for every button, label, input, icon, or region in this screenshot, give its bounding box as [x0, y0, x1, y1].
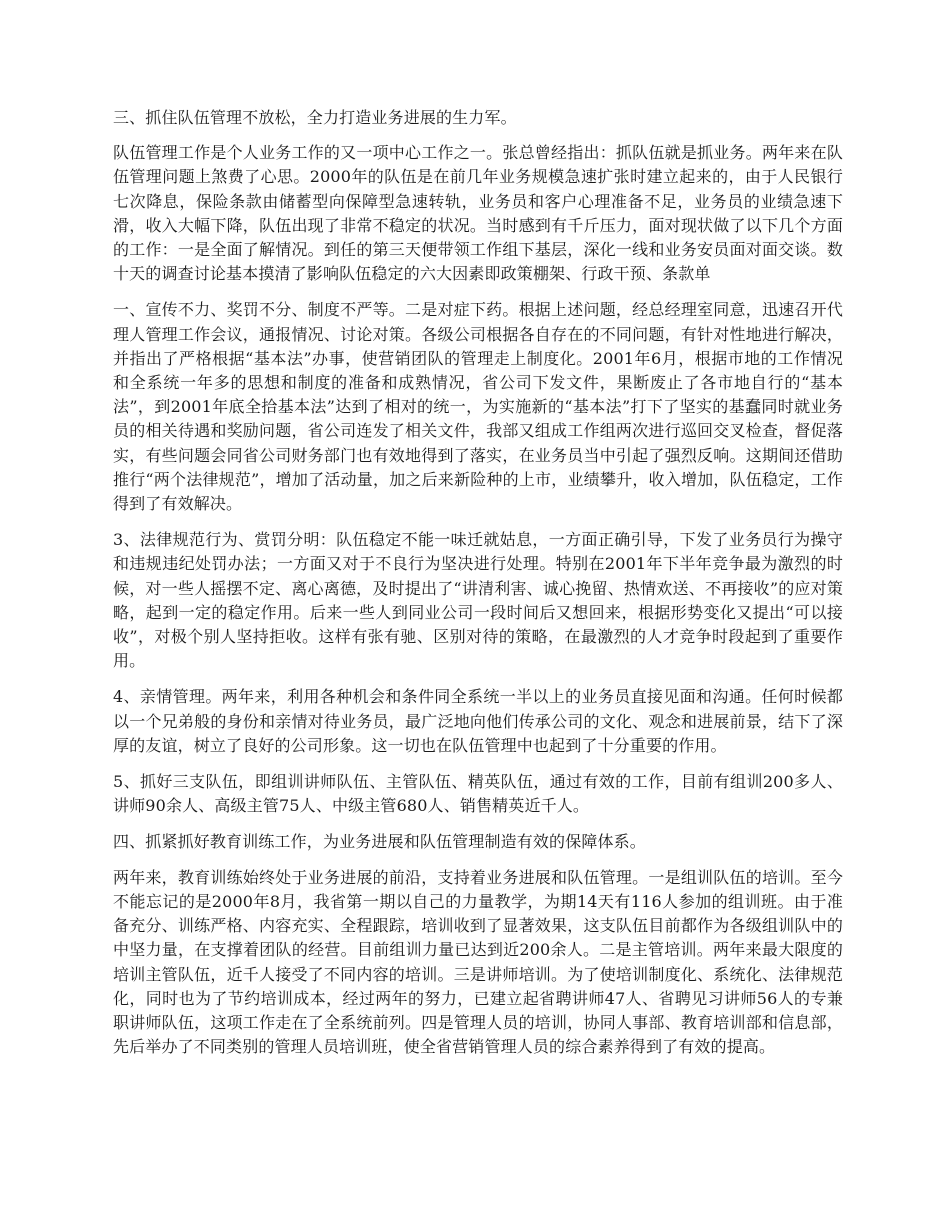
document-body [113, 106, 843, 1071]
section-heading-four: 四、抓紧抓好教育训练工作，为业务进展和队伍管理制造有效的保障体系。 [113, 832, 646, 852]
paragraph-team-management: 队伍管理工作是个人业务工作的又一项中心工作之一。张总曾经指出：抓队伍就是抓业务。两年来在队伍管理问题上煞费了心思。2000年的队伍是在前几年业务规模急速扩张时建立起来的，由于人民银行七次降息，保险条款由储蓄型向保障型急速转轨，业务员和客户心理准备不足，业务员的业绩急速下滑，收入大幅下降，队伍出现了非常不稳定的状况。当时感到有千斤压力，面对现状做了以下几个方面的工作：一是全面了解情况。到任的第三天便带领工作组下基层，深化一线和业务安员面对面交谈。数十天的调查讨论基本摸清了影响队伍稳定的六大因素即政策棚架、行政干预、条款单 [113, 143, 843, 284]
paragraph-rules-rewards: 3、法律规范行为、赏罚分明：队伍稳定不能一味迁就姑息，一方面正确引导，下发了业务员行为操守和违规违纪处罚办法；一方面又对于不良行为坚决进行处理。特别在2001年下半年竞争最为激烈的时候，对一些人摇摆不定、离心离德，及时提出了“讲清利害、诚心挽留、热情欢送、不再接收”的应对策略，起到一定的稳定作用。后来一些人到同业公司一段时间后又想回来，根据形势变化又提出“可以接收”，对极个别人坚持拒收。这样有张有驰、区别对待的策略，在最激烈的人才竞争时段起到了重要作用。 [113, 530, 843, 671]
section-heading-three: 三、抓住队伍管理不放松，全力打造业务进展的生力军。 [113, 108, 517, 127]
paragraph-three-teams: 5、抓好三支队伍，即组训讲师队伍、主管队伍、精英队伍，通过有效的工作，目前有组训200多人、讲师90余人、高级主管75人、中级主管680人、销售精英近千人。 [113, 772, 843, 816]
paragraph-family-management: 4、亲情管理。两年来，利用各种机会和条件同全系统一半以上的业务员直接见面和沟通。任何时候都以一个兄弟般的身份和亲情对待业务员，最广泛地向他们传承公司的文化、观念和进展前景，结下了深厚的友谊，树立了良好的公司形象。这一切也在队伍管理中也起到了十分重要的作用。 [113, 687, 843, 755]
paragraph-countermeasures: 一、宣传不力、奖罚不分、制度不严等。二是对症下药。根据上述问题，经总经理室同意，迅速召开代理人管理工作会议，通报情况、讨论对策。各级公司根据各自存在的不同问题，有针对性地进行解决，并指出了严格根据“基本法”办事，使营销团队的管理走上制度化。2001年6月，根据市地的工作情况和全系统一年多的思想和制度的准备和成熟情况，省公司下发文件，果断废止了各市地自行的“基本法”，到2001年底全拾基本法”达到了相对的统一，为实施新的“基本法”打下了坚实的基蠢同时就业务员的相关待遇和奖励问题，省公司连发了相关文件，我部又组成工作组两次进行巡回交叉检查，督促落实，有些问题会同省公司财务部门也有效地得到了落实，在业务员当中引起了强烈反响。这期间还借助推行“两个法律规范”，增加了活动量，加之后来新险种的上市，业绩攀升，收入增加，队伍稳定，工作得到了有效解决。 [113, 300, 843, 514]
paragraph-training: 两年来，教育训练始终处于业务进展的前沿，支持着业务进展和队伍管理。一是组训队伍的培训。至今不能忘记的是2000年8月，我省第一期以自己的力量教学，为期14天有116人参加的组训班。由于准备充分、训练严格、内容充实、全程跟踪，培训收到了显著效果，这支队伍目前都作为各级组训队中的中坚力量，在支撑着团队的经营。目前组训力量已达到近200余人。二是主管培训。两年来最大限度的培训主管队伍，近千人接受了不同内容的培训。三是讲师培训。为了使培训制度化、系统化、法律规范化，同时也为了节约培训成本，经过两年的努力，已建立起省聘讲师47人、省聘见习讲师56人的专兼职讲师队伍，这项工作走在了全系统前列。四是管理人员的培训，协同人事部、教育培训部和信息部，先后举办了不同类别的管理人员培训班，使全省营销管理人员的综合素养得到了有效的提高。 [113, 867, 843, 1057]
